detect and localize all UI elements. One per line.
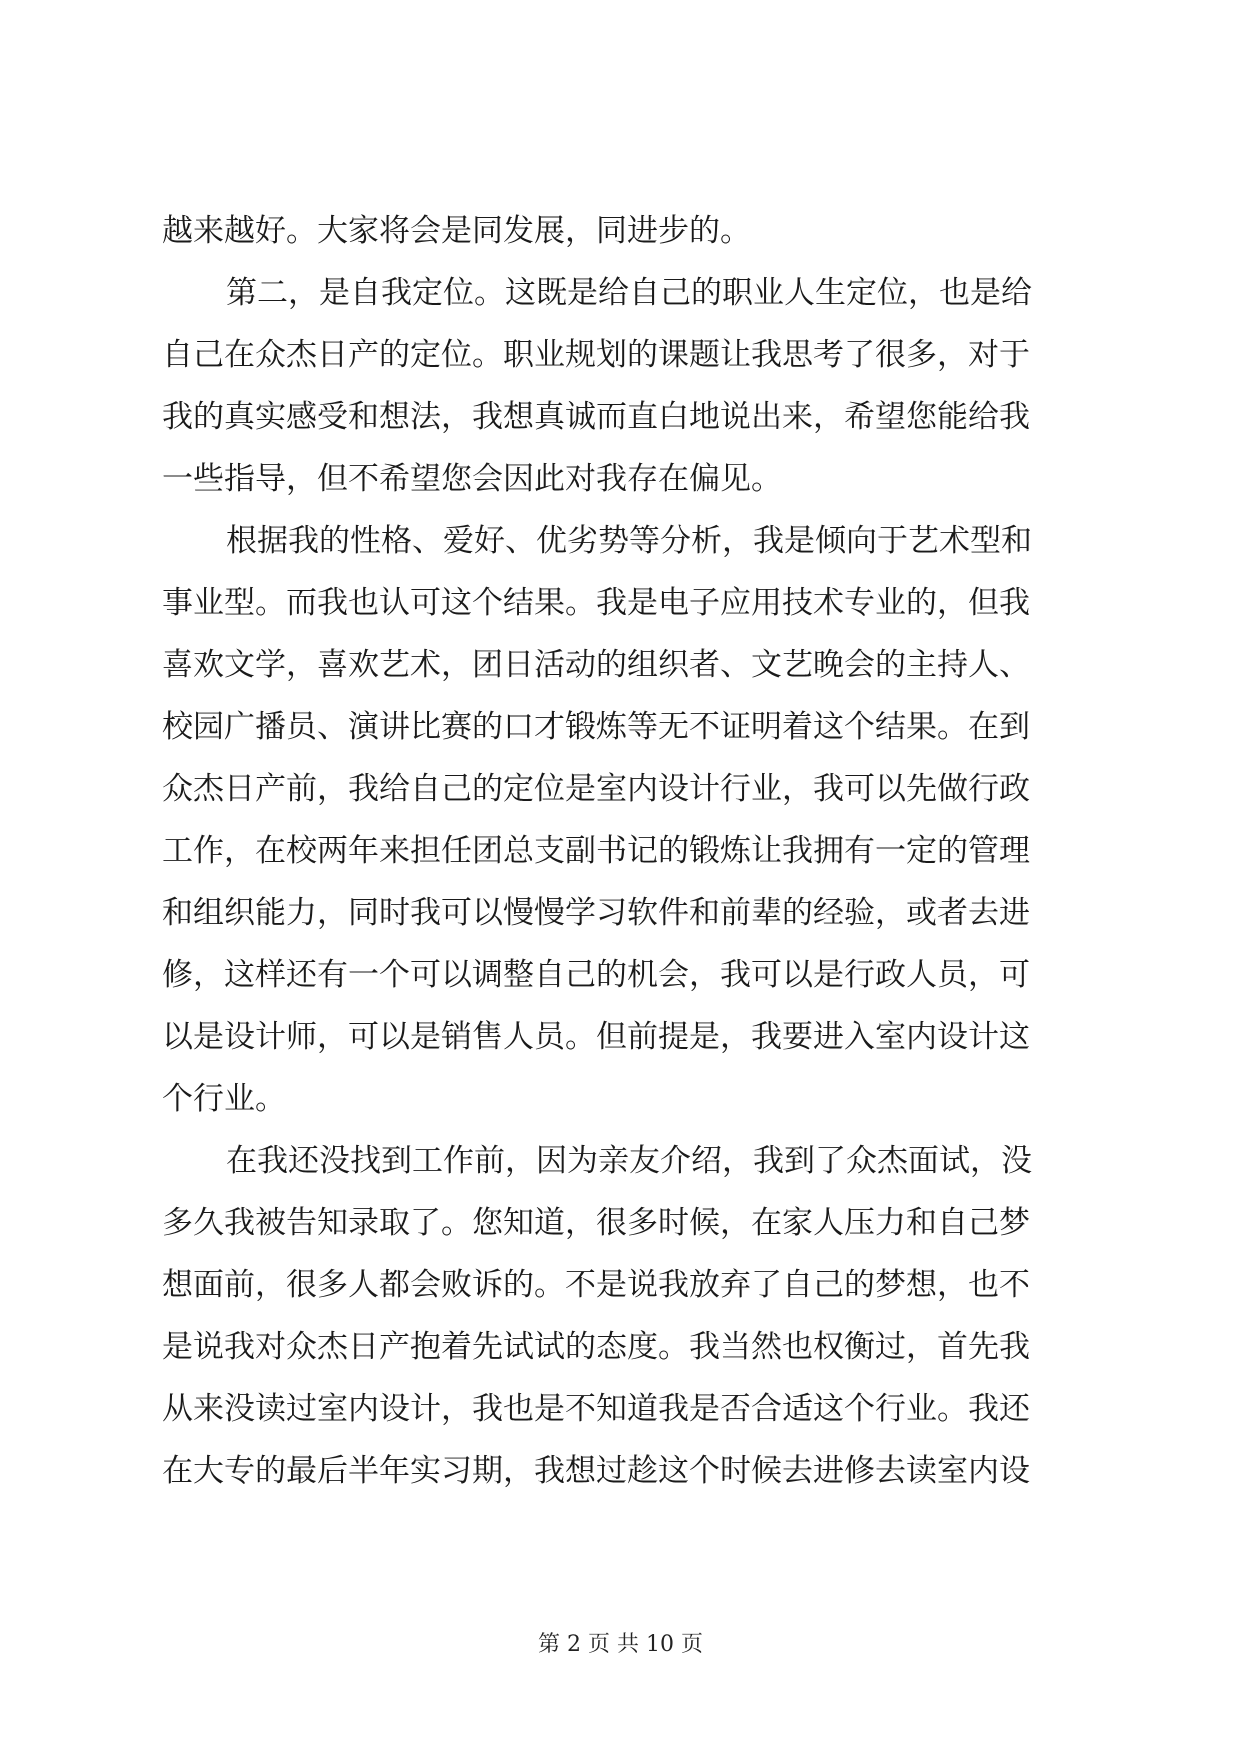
text-line: 我的真实感受和想法，我想真诚而直白地说出来，希望您能给我 xyxy=(162,399,1030,435)
text-line: 是说我对众杰日产抱着先试试的态度。我当然也权衡过，首先我 xyxy=(162,1329,1030,1365)
text-line: 在大专的最后半年实习期，我想过趁这个时候去进修去读室内设 xyxy=(162,1453,1030,1489)
text-line: 修，这样还有一个可以调整自己的机会，我可以是行政人员，可 xyxy=(162,957,1030,993)
text-line: 以是设计师，可以是销售人员。但前提是，我要进入室内设计这 xyxy=(162,1019,1030,1055)
text-line: 工作，在校两年来担任团总支副书记的锻炼让我拥有一定的管理 xyxy=(162,833,1030,869)
text-line: 想面前，很多人都会败诉的。不是说我放弃了自己的梦想，也不 xyxy=(162,1267,1030,1303)
page-number-footer: 第 2 页 共 10 页 xyxy=(538,1632,703,1657)
paragraph-first-line: 根据我的性格、爱好、优劣势等分析，我是倾向于艺术型和 xyxy=(226,523,1032,559)
text-line: 个行业。 xyxy=(162,1081,286,1117)
text-line: 众杰日产前，我给自己的定位是室内设计行业，我可以先做行政 xyxy=(162,771,1030,807)
paragraph-first-line: 在我还没找到工作前，因为亲友介绍，我到了众杰面试，没 xyxy=(226,1143,1032,1179)
text-line: 和组织能力，同时我可以慢慢学习软件和前辈的经验，或者去进 xyxy=(162,895,1030,931)
text-line: 事业型。而我也认可这个结果。我是电子应用技术专业的，但我 xyxy=(162,585,1030,621)
text-line: 越来越好。大家将会是同发展，同进步的。 xyxy=(162,213,751,249)
text-line: 校园广播员、演讲比赛的口才锻炼等无不证明着这个结果。在到 xyxy=(162,709,1030,745)
text-line: 一些指导，但不希望您会因此对我存在偏见。 xyxy=(162,461,782,497)
paragraph-first-line: 第二，是自我定位。这既是给自己的职业人生定位，也是给 xyxy=(226,275,1032,311)
text-line: 多久我被告知录取了。您知道，很多时候，在家人压力和自己梦 xyxy=(162,1205,1030,1241)
text-line: 从来没读过室内设计，我也是不知道我是否合适这个行业。我还 xyxy=(162,1391,1030,1427)
document-body xyxy=(162,200,1082,1502)
text-line: 喜欢文学，喜欢艺术，团日活动的组织者、文艺晚会的主持人、 xyxy=(162,647,1030,683)
text-line: 自己在众杰日产的定位。职业规划的课题让我思考了很多，对于 xyxy=(162,337,1030,373)
